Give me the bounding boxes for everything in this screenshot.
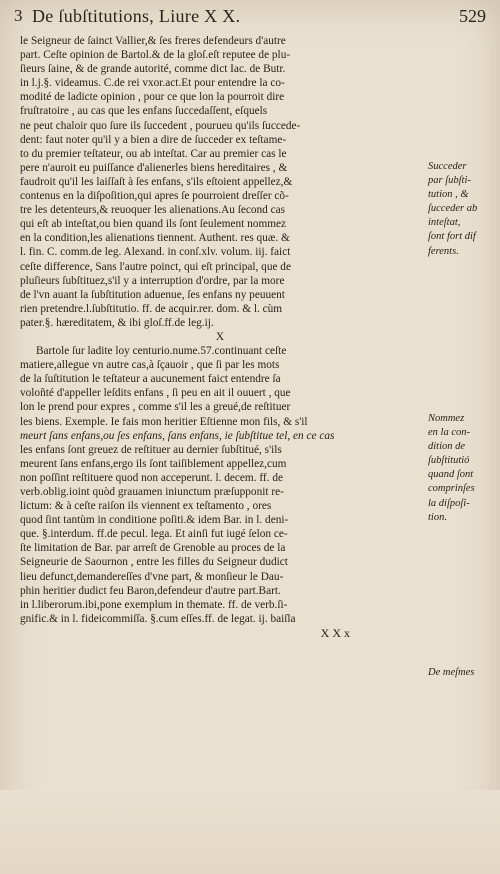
text-line: faudroit qu'il les laiſſaſt à ſes enfans, s'ils eſtoient appellez,& xyxy=(20,175,293,188)
main-text xyxy=(20,34,420,640)
margin-line: Nommez xyxy=(428,413,465,424)
margin-line: tion. xyxy=(428,511,447,523)
margin-line: dition de xyxy=(428,441,466,453)
page-number: 529 xyxy=(459,6,486,26)
text-line: modité de ladicte opinion , pour ce que lon la pourroit dire xyxy=(20,91,285,104)
margin-line: comprinſes xyxy=(428,483,475,495)
margin-line: en la con- xyxy=(428,427,470,439)
text-line: lictum: & à ceſte raiſon ils viennent ex teſtamento , ores xyxy=(20,500,272,513)
text-line: pere n'auroit eu puiſſance d'alienerles biens hereditaires , & xyxy=(20,161,288,174)
text-line: to du premier teſtateur, ou ab inteſtat. Car au premier cas le xyxy=(20,147,287,160)
text-line: ſieurs ſaine, & de grande autorité, comme dict Iac. de Butr. xyxy=(20,63,286,76)
text-line: tre les detenteurs,& reuoquer les alienations.Au ſecond cas xyxy=(20,204,286,217)
margin-line: ferents. xyxy=(428,245,459,257)
margin-note-upper xyxy=(428,160,498,259)
text-line: part. Ceſte opinion de Bartol.& de la gloſ.eſt reputee de plu- xyxy=(20,49,291,62)
text-line: matiere,allegue vn autre cas,à ſçauoir , que ſi par les mots xyxy=(20,359,280,372)
text-line: l. fin. C. comm.de leg. Alexand. in conſ.xlv. volum. iij. faict xyxy=(20,246,291,259)
text-line: in l.j.§. videamus. C.de rei vxor.act.Et pour entendre la co- xyxy=(20,77,285,90)
text-line: phin heritier dudict feu Baron,defendeur d'autre part.Bart. xyxy=(20,584,281,597)
text-line: pater.§. hæreditatem, & ibi gloſ.ff.de leg.ij. xyxy=(20,316,214,329)
text-line: Seigneurie de Saournon , entre les filles du Seigneur dudict xyxy=(20,556,288,569)
text-line: de l'vn auant la ſubſtitution aduenue, ſes enfans ny peuuent xyxy=(20,288,285,301)
paragraph-2 xyxy=(20,344,420,626)
section-numeral: X xyxy=(215,330,225,343)
text-line: Bartole ſur ladite loy centurio.nume.57.continuant ceſte xyxy=(36,345,287,358)
margin-line: De meſmes xyxy=(428,667,475,678)
text-line: dent: faut noter qu'il y a bien a dire de ſucceder ex teſtame- xyxy=(20,133,287,146)
signature-line xyxy=(20,626,420,640)
margin-note-middle xyxy=(428,412,498,525)
text-line: les biens. Exemple. Ie fais mon heritier Eſtienne mon fils, & s'il xyxy=(20,415,308,428)
text-line-italic: meurt ſans enfans,ou ſes enfans, ſans enfans, ie ſubſtitue tel, en ce cas xyxy=(20,429,335,442)
text-line: verb.oblig.ioint quòd grauamen iniunctum præſupponit re- xyxy=(20,486,284,498)
text-line: fruſtratoire , au cas que les enfans ſuccedaſſent, eſquels xyxy=(20,105,268,118)
folio-left: 3 xyxy=(14,6,23,25)
margin-line: ſucceder ab xyxy=(428,203,478,215)
text-line: lieu defunct,demandereſſes d'vne part, & monſieur le Dau- xyxy=(20,570,284,583)
page-header xyxy=(14,6,490,30)
paragraph-1 xyxy=(20,34,420,330)
text-line: rien pretendre.l.ſubſtitutio. ff. de acquir.rer. dom. & l. cùm xyxy=(20,302,283,315)
text-line: voloñté d'appeller leſdits enfans , ſi peu en ait il ouuert , que xyxy=(20,387,291,400)
text-line: ceſte difference, Sans l'autre poinct, qui eſt principal, que de xyxy=(20,260,291,273)
text-line: contenus en la diſpoſition,qui apres ſe pourroient dreſſer cõ- xyxy=(20,190,289,203)
margin-note-lower xyxy=(428,666,498,680)
text-line: en la condition,les alienations tiennent. Authent. res quæ. & xyxy=(20,232,290,245)
margin-line: Succeder xyxy=(428,161,467,172)
text-line: meurent ſans enfans,ergo ils ſont taiſiblement appellez,cum xyxy=(20,457,287,470)
running-head: De ſubſtitutions, Liure X X. xyxy=(32,6,241,26)
margin-line: ſont fort dif xyxy=(428,231,476,243)
text-line: non poſſint reſtituere quod non acceperunt. l. decem. ff. de xyxy=(20,471,283,484)
margin-line: la diſpoſi- xyxy=(428,497,470,509)
text-line: pluſieurs ſubſtituez,s'il y a interruption d'ordre, par la more xyxy=(20,274,285,287)
text-line: in l.liberorum.ibi,pone exemplum in themate. ff. de verb.ſi- xyxy=(20,598,288,611)
text-line: les enfans ſont greuez de reſtituer au dernier ſubſtitué, s'ils xyxy=(20,443,282,456)
page-shadow xyxy=(0,790,500,874)
margin-line: par ſubſti- xyxy=(428,175,471,187)
text-line: quod ſint tantùm in conditione poſiti.& idem Bar. in l. deni- xyxy=(20,514,289,527)
margin-line: inteſtat, xyxy=(428,217,461,229)
margin-line: tution , & xyxy=(428,189,469,201)
margin-line: quand ſont xyxy=(428,469,474,481)
text-line: qui eſt ab inteſtat,ou bien quand ils ſont ſeulement nommez xyxy=(20,218,287,231)
text-line: ne peut chaloir quo ſure ils ſuccedent , pourueu qu'ils ſuccede- xyxy=(20,119,301,132)
text-line: le Seigneur de ſainct Vallier,& ſes freres defendeurs d'autre xyxy=(20,35,286,47)
signature-mark: X X x xyxy=(320,625,350,640)
text-line: que. §.interdum. ff.de pecul. lega. Et ainſi fut iugé ſelon ce- xyxy=(20,528,288,541)
text-line: de la ſuſtitution le teſtateur a aucunement faict entendre ſa xyxy=(20,373,281,386)
text-line: lon le prend pour expres , comme s'il les a greué,de reſtituer xyxy=(20,401,291,414)
text-line: ſte limitation de Bar. par arreſt de Grenoble au proces de la xyxy=(20,542,286,555)
text-line: gnific.& in l. fideicommiſſa. §.cum eſſes.ff. de legat. ij. baiſla xyxy=(20,612,296,625)
margin-line: ſubſtitutió xyxy=(428,455,470,467)
